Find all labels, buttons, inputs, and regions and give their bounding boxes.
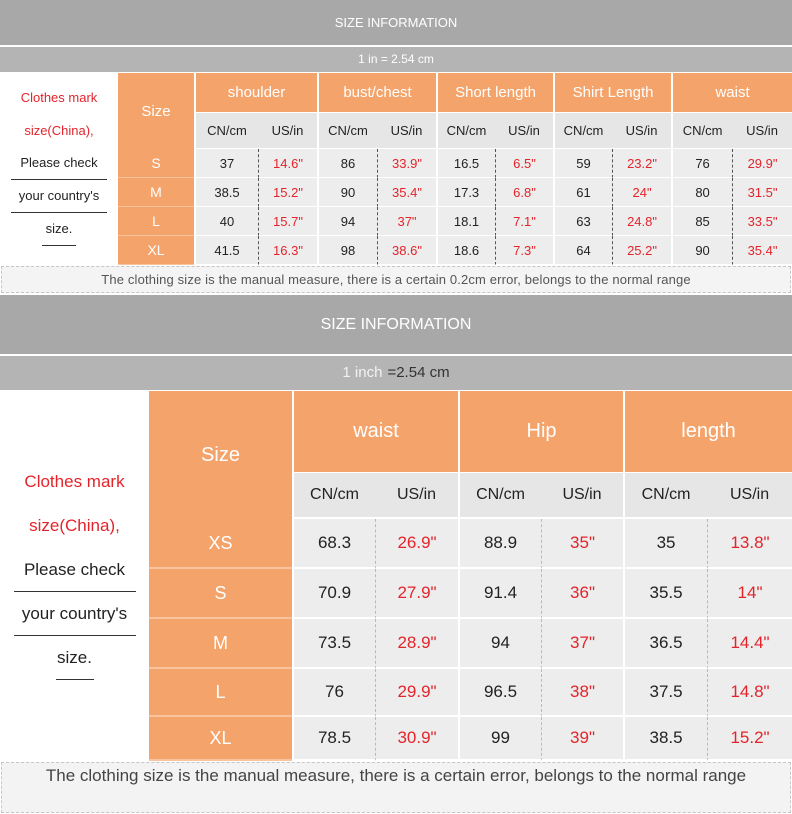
value-cm: 38.5 bbox=[623, 717, 707, 761]
value-cm: 36.5 bbox=[623, 619, 707, 669]
value-in: 35.4" bbox=[732, 236, 792, 265]
note-line-please-check: Please check bbox=[11, 147, 107, 180]
value-cm: 37 bbox=[194, 149, 258, 178]
value-cm: 96.5 bbox=[458, 669, 541, 717]
measurement-footnote: The clothing size is the manual measure, there is a certain error, belongs to the normal range bbox=[1, 762, 791, 813]
value-cm: 94 bbox=[458, 619, 541, 669]
value-in: 39" bbox=[541, 717, 623, 761]
value-in: 33.9" bbox=[377, 149, 436, 178]
unit-label-cm: CN/cm bbox=[194, 113, 258, 149]
value-in: 15.2" bbox=[707, 717, 792, 761]
column-header-shoulder: shoulder bbox=[194, 73, 317, 113]
size-chart-bottom bbox=[0, 295, 792, 814]
size-label: XL bbox=[149, 717, 292, 761]
size-row bbox=[0, 236, 792, 265]
size-advice-note bbox=[0, 391, 149, 761]
value-cm: 70.9 bbox=[292, 569, 375, 619]
conversion-value-cm: =2.54 cm bbox=[387, 364, 450, 381]
value-cm: 90 bbox=[671, 236, 732, 265]
size-label: M bbox=[118, 178, 194, 207]
column-header-waist: waist bbox=[292, 391, 458, 473]
value-cm: 35.5 bbox=[623, 569, 707, 619]
value-cm: 17.3 bbox=[436, 178, 495, 207]
value-in: 27.9" bbox=[375, 569, 458, 619]
value-cm: 63 bbox=[553, 207, 612, 236]
value-in: 36" bbox=[541, 569, 623, 619]
unit-label-in: US/in bbox=[707, 473, 792, 519]
column-header-hip: Hip bbox=[458, 391, 623, 473]
value-in: 14" bbox=[707, 569, 792, 619]
note-line-size: size. bbox=[56, 636, 94, 680]
unit-label-cm: CN/cm bbox=[436, 113, 495, 149]
value-in: 29.9" bbox=[375, 669, 458, 717]
size-table bbox=[0, 391, 792, 761]
value-in: 16.3" bbox=[258, 236, 317, 265]
unit-label-in: US/in bbox=[612, 113, 671, 149]
value-cm: 86 bbox=[317, 149, 377, 178]
value-in: 24" bbox=[612, 178, 671, 207]
size-table bbox=[0, 73, 792, 265]
note-line-size-china: size(China), bbox=[29, 516, 120, 535]
unit-label-in: US/in bbox=[377, 113, 436, 149]
size-info-title: SIZE INFORMATION bbox=[0, 0, 792, 45]
note-line-please-check: Please check bbox=[14, 548, 136, 592]
note-line-your-country: your country's bbox=[14, 592, 136, 636]
unit-label-cm: CN/cm bbox=[671, 113, 732, 149]
value-cm: 76 bbox=[671, 149, 732, 178]
value-in: 15.7" bbox=[258, 207, 317, 236]
value-cm: 61 bbox=[553, 178, 612, 207]
value-in: 37" bbox=[541, 619, 623, 669]
size-advice-note bbox=[0, 73, 118, 265]
column-header-bust-chest: bust/chest bbox=[317, 73, 436, 113]
value-in: 7.1" bbox=[495, 207, 553, 236]
value-cm: 91.4 bbox=[458, 569, 541, 619]
value-in: 14.6" bbox=[258, 149, 317, 178]
size-chart-top bbox=[0, 0, 792, 294]
value-in: 38" bbox=[541, 669, 623, 717]
value-in: 30.9" bbox=[375, 717, 458, 761]
value-cm: 37.5 bbox=[623, 669, 707, 717]
value-in: 33.5" bbox=[732, 207, 792, 236]
size-info-title: SIZE INFORMATION bbox=[0, 295, 792, 354]
value-in: 25.2" bbox=[612, 236, 671, 265]
value-in: 15.2" bbox=[258, 178, 317, 207]
value-cm: 18.1 bbox=[436, 207, 495, 236]
value-cm: 78.5 bbox=[292, 717, 375, 761]
value-cm: 85 bbox=[671, 207, 732, 236]
conversion-unit-inch: 1 inch bbox=[342, 364, 383, 381]
size-row bbox=[0, 149, 792, 178]
value-cm: 88.9 bbox=[458, 519, 541, 569]
value-in: 29.9" bbox=[732, 149, 792, 178]
unit-label-cm: CN/cm bbox=[623, 473, 707, 519]
unit-label-cm: CN/cm bbox=[458, 473, 541, 519]
column-header-waist: waist bbox=[671, 73, 792, 113]
value-in: 13.8" bbox=[707, 519, 792, 569]
size-row bbox=[0, 178, 792, 207]
value-cm: 38.5 bbox=[194, 178, 258, 207]
value-in: 35" bbox=[541, 519, 623, 569]
value-in: 28.9" bbox=[375, 619, 458, 669]
value-cm: 98 bbox=[317, 236, 377, 265]
value-in: 35.4" bbox=[377, 178, 436, 207]
value-in: 6.8" bbox=[495, 178, 553, 207]
unit-label-in: US/in bbox=[375, 473, 458, 519]
value-cm: 68.3 bbox=[292, 519, 375, 569]
value-in: 23.2" bbox=[612, 149, 671, 178]
conversion-note bbox=[0, 356, 792, 390]
value-in: 6.5" bbox=[495, 149, 553, 178]
note-line-your-country: your country's bbox=[11, 180, 107, 213]
unit-label-in: US/in bbox=[732, 113, 792, 149]
value-cm: 73.5 bbox=[292, 619, 375, 669]
value-in: 14.8" bbox=[707, 669, 792, 717]
value-in: 26.9" bbox=[375, 519, 458, 569]
value-cm: 18.6 bbox=[436, 236, 495, 265]
size-label: L bbox=[118, 207, 194, 236]
value-cm: 16.5 bbox=[436, 149, 495, 178]
size-row bbox=[0, 207, 792, 236]
unit-label-in: US/in bbox=[258, 113, 317, 149]
size-label: XS bbox=[149, 519, 292, 569]
header-row bbox=[0, 73, 792, 113]
note-line-size: size. bbox=[42, 213, 77, 246]
unit-label-in: US/in bbox=[495, 113, 553, 149]
value-cm: 35 bbox=[623, 519, 707, 569]
value-cm: 99 bbox=[458, 717, 541, 761]
value-cm: 40 bbox=[194, 207, 258, 236]
column-header-shirt-length: Shirt Length bbox=[553, 73, 671, 113]
unit-label-cm: CN/cm bbox=[317, 113, 377, 149]
value-cm: 41.5 bbox=[194, 236, 258, 265]
value-in: 37" bbox=[377, 207, 436, 236]
column-header-length: length bbox=[623, 391, 792, 473]
size-column-header: Size bbox=[118, 73, 194, 149]
size-label: XL bbox=[118, 236, 194, 265]
note-line-clothes-mark: Clothes mark bbox=[24, 472, 125, 491]
value-in: 24.8" bbox=[612, 207, 671, 236]
value-cm: 94 bbox=[317, 207, 377, 236]
value-in: 31.5" bbox=[732, 178, 792, 207]
column-header-short-length: Short length bbox=[436, 73, 553, 113]
value-cm: 76 bbox=[292, 669, 375, 717]
measurement-footnote: The clothing size is the manual measure, there is a certain 0.2cm error, belongs to the normal range bbox=[1, 266, 791, 293]
conversion-note: 1 in = 2.54 cm bbox=[0, 47, 792, 72]
value-cm: 64 bbox=[553, 236, 612, 265]
unit-label-cm: CN/cm bbox=[292, 473, 375, 519]
unit-label-in: US/in bbox=[541, 473, 623, 519]
note-line-size-china: size(China), bbox=[24, 123, 94, 138]
value-cm: 59 bbox=[553, 149, 612, 178]
value-cm: 90 bbox=[317, 178, 377, 207]
size-column-header: Size bbox=[149, 391, 292, 519]
value-in: 38.6" bbox=[377, 236, 436, 265]
header-row bbox=[0, 391, 792, 473]
size-label: M bbox=[149, 619, 292, 669]
unit-label-cm: CN/cm bbox=[553, 113, 612, 149]
value-in: 14.4" bbox=[707, 619, 792, 669]
note-line-clothes-mark: Clothes mark bbox=[20, 90, 98, 105]
size-label: S bbox=[118, 149, 194, 178]
value-in: 7.3" bbox=[495, 236, 553, 265]
size-label: S bbox=[149, 569, 292, 619]
value-cm: 80 bbox=[671, 178, 732, 207]
size-label: L bbox=[149, 669, 292, 717]
